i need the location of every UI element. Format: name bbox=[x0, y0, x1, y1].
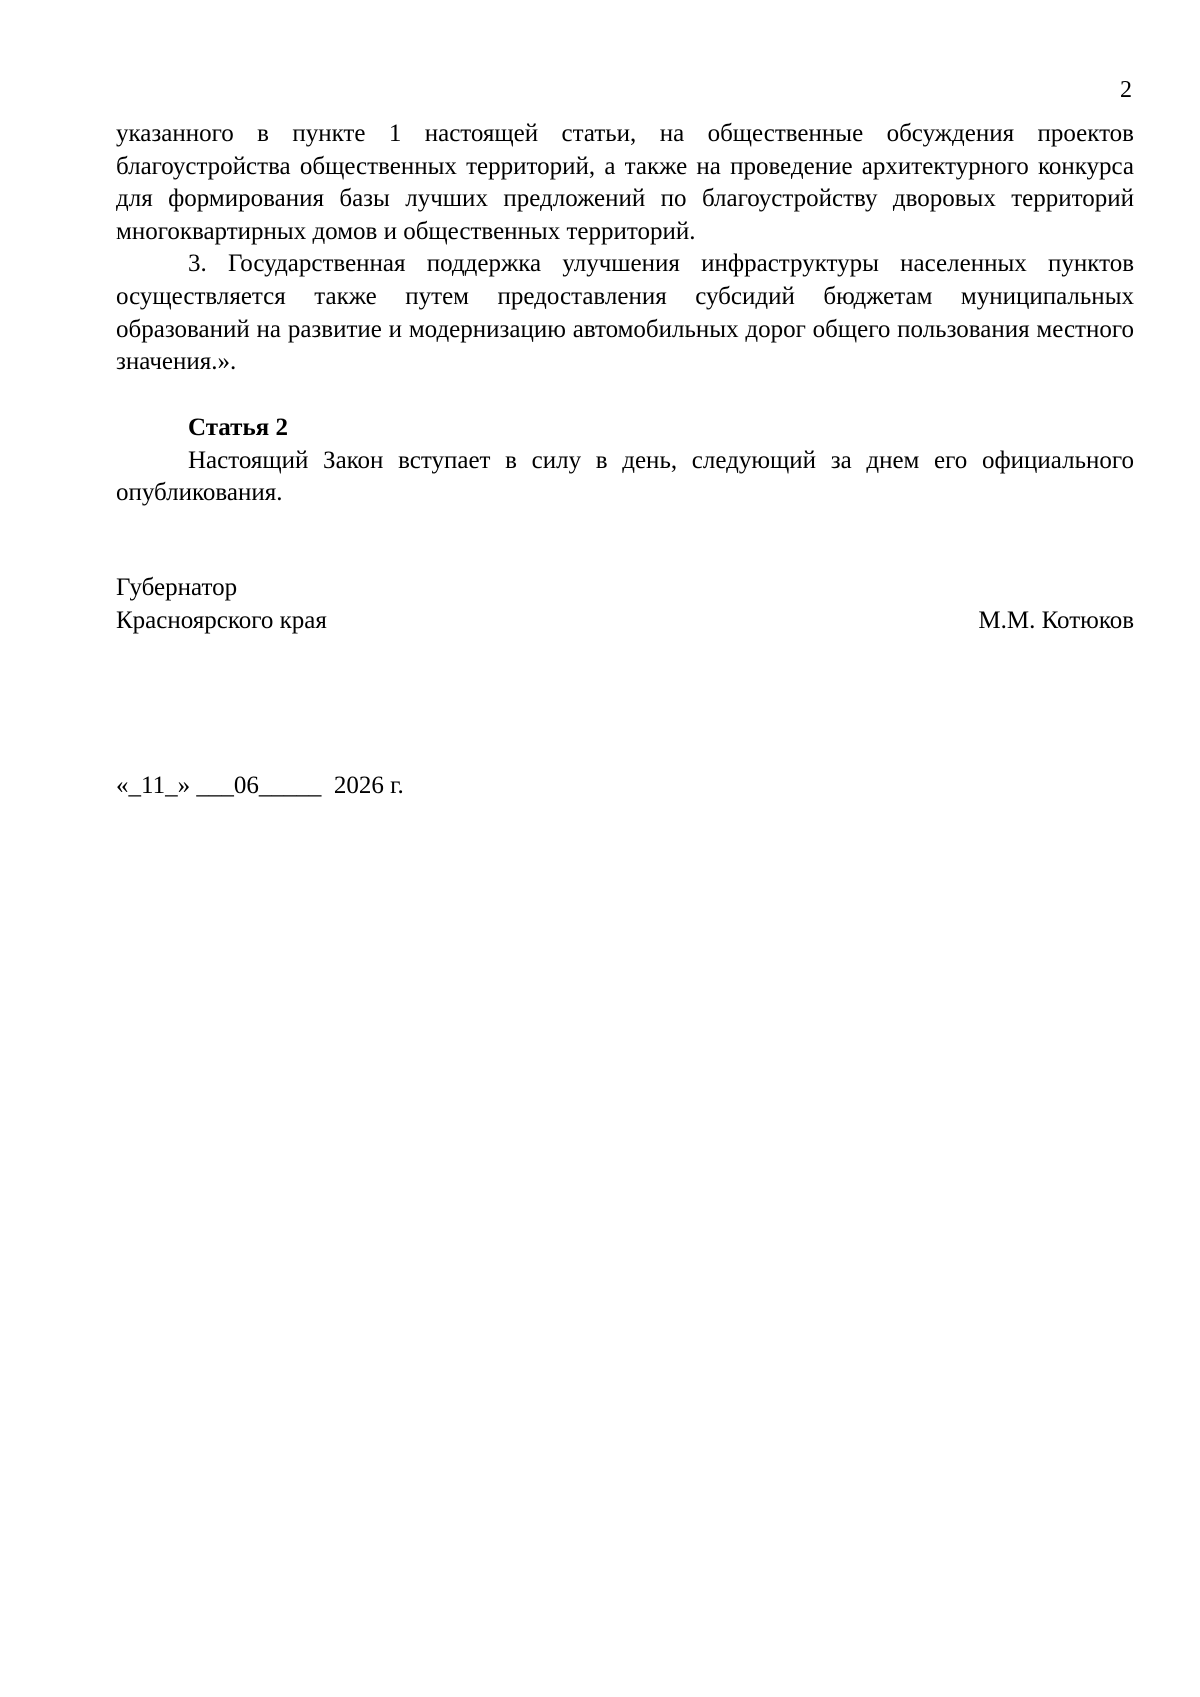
paragraph-continuation: указанного в пункте 1 настоящей статьи, на общественные обсуждения проектов благоустройства общественных территорий, а также на проведение архитектурного конкурса для формирования базы лучших предложений по благоустройству дворовых территорий многоквартирных домов и общественных территорий. bbox=[116, 120, 1134, 245]
page-number: 2 bbox=[1120, 77, 1132, 103]
signature-row bbox=[116, 605, 1134, 638]
article-2-heading: Статья 2 bbox=[188, 414, 288, 441]
article-1-continuation bbox=[116, 118, 1134, 379]
signature-title-line2: Красноярского края bbox=[116, 606, 327, 634]
signature-block bbox=[116, 572, 1134, 637]
article-2-text: Настоящий Закон вступает в силу в день, следующий за днем его официального опубликования. bbox=[116, 446, 1134, 507]
signatory-name: М.М. Котюков bbox=[978, 606, 1134, 634]
article-2 bbox=[116, 412, 1134, 510]
paragraph-item-3: 3. Государственная поддержка улучшения инфраструктуры населенных пунктов осуществляется также путем предоставления субсидий бюджетам муниципальных образований на развитие и модернизацию автомобильных дорог общего пользования местного значения.». bbox=[116, 250, 1134, 376]
signing-date: «_11_» ___06_____ 2026 г. bbox=[116, 772, 404, 799]
signature-title-line1: Губернатор bbox=[116, 574, 238, 601]
